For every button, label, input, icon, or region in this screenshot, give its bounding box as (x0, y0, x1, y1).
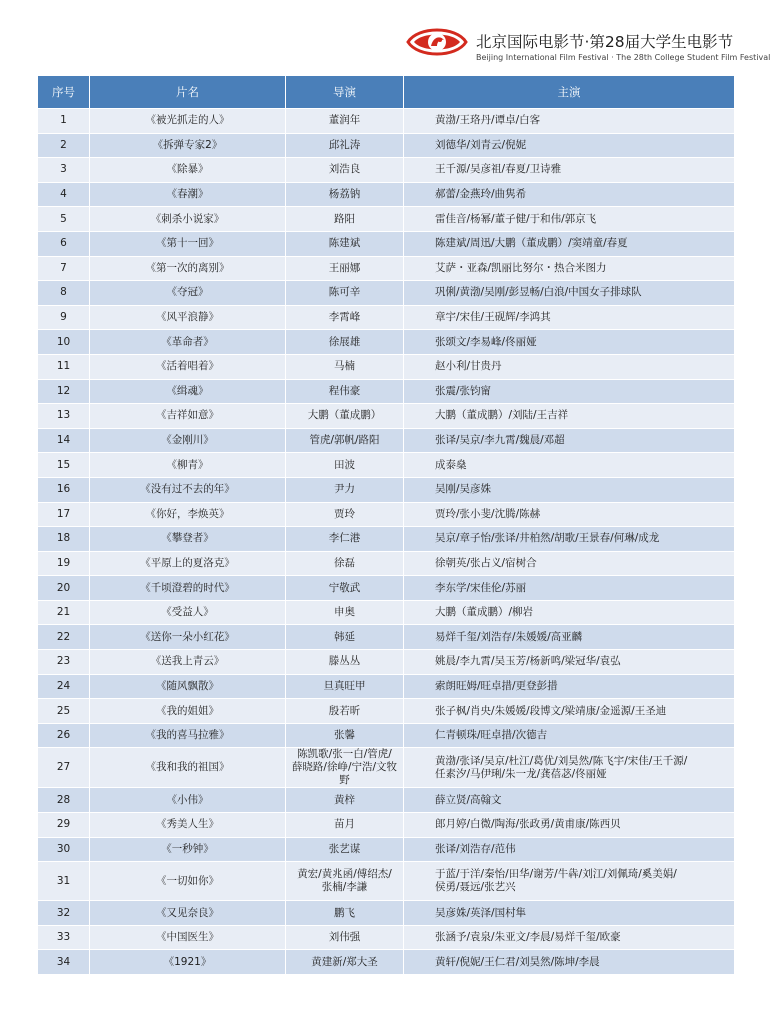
cell-title: 《送你一朵小红花》 (90, 625, 286, 650)
cell-director: 路阳 (286, 207, 404, 232)
table-row (38, 453, 735, 478)
cell-number: 16 (38, 477, 90, 502)
cell-title: 《你好，李焕英》 (90, 502, 286, 527)
cell-cast: 姚晨/李九霄/吴玉芳/杨新鸣/梁冠华/袁弘 (404, 650, 735, 675)
cell-cast: 李东学/宋佳伦/苏丽 (404, 576, 735, 601)
cell-number: 27 (38, 748, 90, 788)
cell-number: 34 (38, 950, 90, 975)
cell-number: 13 (38, 404, 90, 429)
cell-number: 10 (38, 330, 90, 355)
cell-title: 《活着唱着》 (90, 354, 286, 379)
cell-title: 《我和我的祖国》 (90, 748, 286, 788)
cell-title: 《吉祥如意》 (90, 404, 286, 429)
cell-number: 20 (38, 576, 90, 601)
cell-director: 马楠 (286, 354, 404, 379)
cell-title: 《随风飘散》 (90, 674, 286, 699)
cell-title: 《春潮》 (90, 182, 286, 207)
cell-number: 25 (38, 699, 90, 724)
cell-title: 《受益人》 (90, 600, 286, 625)
cell-number: 12 (38, 379, 90, 404)
cell-number: 8 (38, 281, 90, 306)
cell-cast: 郝蕾/金燕玲/曲隽希 (404, 182, 735, 207)
cell-director: 邱礼涛 (286, 133, 404, 158)
table-header-row (38, 76, 735, 109)
cell-director: 滕丛丛 (286, 650, 404, 675)
cell-director: 殷若昕 (286, 699, 404, 724)
cell-director: 鹏飞 (286, 901, 404, 926)
cell-title: 《夺冠》 (90, 281, 286, 306)
column-header-cast: 主演 (404, 76, 735, 109)
cell-director: 杨荔钠 (286, 182, 404, 207)
cell-title: 《小伟》 (90, 788, 286, 813)
table-row (38, 330, 735, 355)
cell-title: 《千顷澄碧的时代》 (90, 576, 286, 601)
cell-cast (404, 862, 735, 901)
cell-director: 申奥 (286, 600, 404, 625)
cell-number: 5 (38, 207, 90, 232)
cell-title: 《除暴》 (90, 158, 286, 183)
festival-title-en: Beijing International Film Festival · The 28th College Student Film Festival (476, 53, 771, 62)
cell-director (286, 748, 404, 788)
cell-number: 14 (38, 428, 90, 453)
cell-cast: 张震/张钧甯 (404, 379, 735, 404)
cell-cast: 黄渤/王珞丹/谭卓/白客 (404, 109, 735, 134)
cell-cast: 成泰燊 (404, 453, 735, 478)
cell-number: 33 (38, 925, 90, 950)
cell-number: 7 (38, 256, 90, 281)
table-row (38, 354, 735, 379)
cell-director: 韩延 (286, 625, 404, 650)
table-row (38, 699, 735, 724)
cell-director: 尹力 (286, 477, 404, 502)
cell-director: 陈可辛 (286, 281, 404, 306)
cell-cast: 章宇/宋佳/王砚辉/李鸿其 (404, 305, 735, 330)
cell-number: 28 (38, 788, 90, 813)
cell-title: 《又见奈良》 (90, 901, 286, 926)
cell-number: 6 (38, 231, 90, 256)
page-header (0, 0, 775, 74)
cell-director: 刘伟强 (286, 925, 404, 950)
cell-number: 24 (38, 674, 90, 699)
cell-title: 《送我上青云》 (90, 650, 286, 675)
cell-title: 《一切如你》 (90, 862, 286, 901)
cell-cast: 贾玲/张小斐/沈腾/陈赫 (404, 502, 735, 527)
cell-cast: 郎月婷/白微/陶海/张政勇/黄甫康/陈西贝 (404, 813, 735, 838)
cell-director: 李霄峰 (286, 305, 404, 330)
cell-director: 贾玲 (286, 502, 404, 527)
cell-director: 旦真旺甲 (286, 674, 404, 699)
table-row (38, 625, 735, 650)
festival-logo-icon (404, 22, 470, 62)
cell-director: 黄梓 (286, 788, 404, 813)
festival-title-cn: 北京国际电影节·第28届大学生电影节 (476, 33, 734, 51)
table-row (38, 925, 735, 950)
table-row (38, 813, 735, 838)
cell-title: 《一秒钟》 (90, 837, 286, 862)
cell-number: 30 (38, 837, 90, 862)
table-row (38, 600, 735, 625)
table-row (38, 133, 735, 158)
cell-cast: 吴京/章子怡/张译/井柏然/胡歌/王景春/何琳/成龙 (404, 527, 735, 552)
cell-cast: 张颂文/李易峰/佟丽娅 (404, 330, 735, 355)
cell-title: 《1921》 (90, 950, 286, 975)
table-row (38, 901, 735, 926)
column-header-number: 序号 (38, 76, 90, 109)
cell-cast: 艾萨・亚森/凯丽比努尔・热合米图力 (404, 256, 735, 281)
table-row (38, 576, 735, 601)
table-row (38, 527, 735, 552)
cell-cast: 王千源/吴彦祖/春夏/卫诗雅 (404, 158, 735, 183)
table-row (38, 158, 735, 183)
cell-cast: 张译/刘浩存/范伟 (404, 837, 735, 862)
cell-cast-line: 侯勇/聂远/张艺兴 (435, 881, 516, 894)
cell-director-line: 黄宏/黄兆函/傅绍杰/ (297, 868, 392, 881)
cell-director-line: 薛晓路/徐峥/宁浩/文牧野 (291, 761, 398, 787)
cell-cast: 吴刚/吴彦姝 (404, 477, 735, 502)
cell-cast: 大鹏（董成鹏）/刘陆/王吉祥 (404, 404, 735, 429)
table-row (38, 551, 735, 576)
cell-cast-line: 于蓝/于洋/秦怡/田华/谢芳/牛犇/刘江/刘佩琦/奚美娟/ (435, 868, 677, 881)
cell-director: 田波 (286, 453, 404, 478)
cell-number: 17 (38, 502, 90, 527)
cell-cast: 刘德华/刘青云/倪妮 (404, 133, 735, 158)
table-row (38, 674, 735, 699)
table-row (38, 207, 735, 232)
cell-title: 《革命者》 (90, 330, 286, 355)
cell-title: 《第一次的离别》 (90, 256, 286, 281)
cell-title: 《攀登者》 (90, 527, 286, 552)
cell-title: 《缉魂》 (90, 379, 286, 404)
table-row (38, 723, 735, 748)
cell-cast-line: 黄渤/张译/吴京/杜江/葛优/刘昊然/陈飞宇/宋佳/王千源/ (435, 754, 688, 767)
cell-cast: 巩俐/黄渤/吴刚/彭昱畅/白浪/中国女子排球队 (404, 281, 735, 306)
table-row (38, 862, 735, 901)
cell-title: 《风平浪静》 (90, 305, 286, 330)
cell-director: 管虎/郭帆/路阳 (286, 428, 404, 453)
cell-cast: 张涵予/袁泉/朱亚文/李晨/易烊千玺/欧豪 (404, 925, 735, 950)
cell-director: 大鹏（董成鹏） (286, 404, 404, 429)
cell-number: 26 (38, 723, 90, 748)
cell-number: 3 (38, 158, 90, 183)
cell-cast: 易烊千玺/刘浩存/朱媛媛/高亚麟 (404, 625, 735, 650)
cell-director: 张艺谋 (286, 837, 404, 862)
cell-director: 张馨 (286, 723, 404, 748)
cell-cast: 大鹏（董成鹏）/柳岩 (404, 600, 735, 625)
cell-title: 《被光抓走的人》 (90, 109, 286, 134)
cell-number: 21 (38, 600, 90, 625)
table-row (38, 231, 735, 256)
cell-number: 22 (38, 625, 90, 650)
cell-director: 苗月 (286, 813, 404, 838)
cell-director: 黄建新/郑大圣 (286, 950, 404, 975)
cell-title: 《平原上的夏洛克》 (90, 551, 286, 576)
cell-director: 陈建斌 (286, 231, 404, 256)
table-row (38, 788, 735, 813)
table-row (38, 305, 735, 330)
table-body (38, 109, 735, 975)
cell-title: 《我的姐姐》 (90, 699, 286, 724)
cell-number: 23 (38, 650, 90, 675)
cell-cast (404, 748, 735, 788)
cell-cast: 赵小利/甘贵丹 (404, 354, 735, 379)
table-row (38, 950, 735, 975)
cell-cast: 雷佳音/杨幂/董子健/于和伟/郭京飞 (404, 207, 735, 232)
cell-number: 31 (38, 862, 90, 901)
table-row (38, 379, 735, 404)
table-row (38, 256, 735, 281)
cell-director: 徐磊 (286, 551, 404, 576)
table-row (38, 837, 735, 862)
column-header-title: 片名 (90, 76, 286, 109)
table-row (38, 477, 735, 502)
cell-number: 4 (38, 182, 90, 207)
cell-title: 《我的喜马拉雅》 (90, 723, 286, 748)
table-row (38, 748, 735, 788)
table-row (38, 650, 735, 675)
cell-number: 29 (38, 813, 90, 838)
cell-title: 《秀美人生》 (90, 813, 286, 838)
table-row (38, 502, 735, 527)
cell-director: 刘浩良 (286, 158, 404, 183)
cell-title: 《第十一回》 (90, 231, 286, 256)
cell-cast: 徐朝英/张占义/宿树合 (404, 551, 735, 576)
cell-number: 1 (38, 109, 90, 134)
column-header-director: 导演 (286, 76, 404, 109)
cell-number: 11 (38, 354, 90, 379)
cell-cast: 陈建斌/周迅/大鹏（董成鹏）/窦靖童/春夏 (404, 231, 735, 256)
cell-director: 程伟豪 (286, 379, 404, 404)
cell-title: 《刺杀小说家》 (90, 207, 286, 232)
cell-director: 李仁港 (286, 527, 404, 552)
cell-cast: 张译/吴京/李九霄/魏晨/邓超 (404, 428, 735, 453)
cell-number: 2 (38, 133, 90, 158)
cell-title: 《金刚川》 (90, 428, 286, 453)
cell-title: 《柳青》 (90, 453, 286, 478)
cell-cast: 吴彦姝/英泽/国村隼 (404, 901, 735, 926)
table-row (38, 109, 735, 134)
cell-director-line: 陈凯歌/张一白/管虎/ (297, 748, 392, 761)
cell-title: 《拆弹专家2》 (90, 133, 286, 158)
cell-cast: 仁青顿珠/旺卓措/次德吉 (404, 723, 735, 748)
film-list-table (37, 75, 734, 975)
cell-number: 19 (38, 551, 90, 576)
cell-cast: 张子枫/肖央/朱媛媛/段博文/梁靖康/金遥源/王圣迪 (404, 699, 735, 724)
table-row (38, 281, 735, 306)
cell-title: 《没有过不去的年》 (90, 477, 286, 502)
cell-number: 9 (38, 305, 90, 330)
cell-cast: 索朗旺姆/旺卓措/更登彭措 (404, 674, 735, 699)
cell-number: 18 (38, 527, 90, 552)
cell-cast: 薛立贤/高翰文 (404, 788, 735, 813)
cell-director: 王丽娜 (286, 256, 404, 281)
table-row (38, 428, 735, 453)
cell-director: 宁敬武 (286, 576, 404, 601)
cell-director: 徐展雄 (286, 330, 404, 355)
cell-director-line: 张楠/李謙 (321, 881, 368, 894)
cell-director: 董润年 (286, 109, 404, 134)
cell-cast-line: 任素汐/马伊琍/朱一龙/龚蓓苾/佟丽娅 (435, 767, 607, 780)
cell-title: 《中国医生》 (90, 925, 286, 950)
cell-number: 32 (38, 901, 90, 926)
table-row (38, 404, 735, 429)
cell-cast: 黄轩/倪妮/王仁君/刘昊然/陈坤/李晨 (404, 950, 735, 975)
table-row (38, 182, 735, 207)
cell-director (286, 862, 404, 901)
cell-number: 15 (38, 453, 90, 478)
